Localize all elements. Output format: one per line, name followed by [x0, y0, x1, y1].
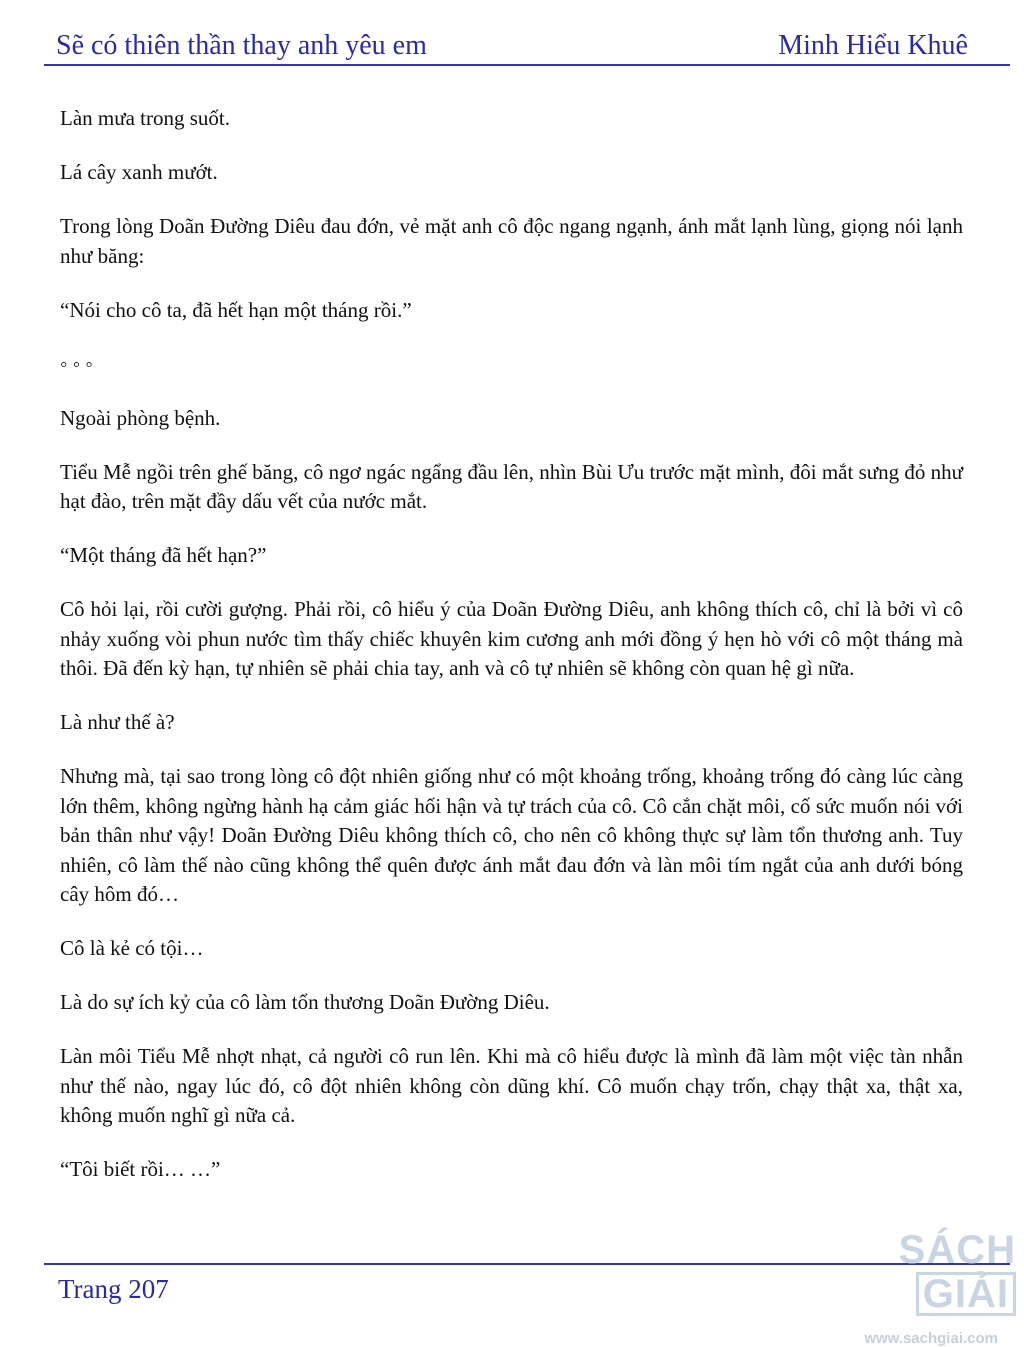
watermark [816, 1228, 1016, 1347]
paragraph: Trong lòng Doãn Đường Diêu đau đớn, vẻ mặt anh cô độc ngang ngạnh, ánh mắt lạnh lùng, giọng nói lạnh như băng: [60, 214, 963, 268]
book-author: Minh Hiểu Khuê [778, 30, 968, 61]
paragraph: Là như thế à? [60, 710, 175, 734]
watermark-url: www.sachgiai.com [864, 1330, 998, 1347]
paragraph: Nhưng mà, tại sao trong lòng cô đột nhiên giống như có một khoảng trống, khoảng trống đó càng lúc càng lớn thêm, không ngừng hành hạ cảm giác hối hận và tự trách của cô. Cô cắn chặt môi, cố sức muốn nói với bản thân như vậy! Doãn Đường Diêu không thích cô, cho nên cô không thực sự làm tổn thương anh. Tuy nhiên, cô làm thế nào cũng không thể quên được ánh mắt đau đớn và làn môi tím ngắt của anh dưới bóng cây hôm đó… [60, 764, 963, 906]
paragraph: “Tôi biết rồi… …” [60, 1157, 221, 1181]
paragraph: Ngoài phòng bệnh. [60, 405, 221, 430]
paragraph: Cô là kẻ có tội… [60, 936, 204, 960]
paragraph: Tiểu Mễ ngồi trên ghế băng, cô ngơ ngác ngẩng đầu lên, nhìn Bùi Ưu trước mặt mình, đôi mắt sưng đỏ như hạt đào, trên mặt đầy dấu vết của nước mắt. [60, 459, 963, 513]
page-number: Trang 207 [58, 1274, 169, 1304]
header-divider [44, 64, 1010, 66]
watermark-logo-left: SÁCH [898, 1228, 1016, 1272]
page-header [56, 22, 968, 62]
paragraph: Cô hỏi lại, rồi cười gượng. Phải rồi, cô hiểu ý của Doãn Đường Diêu, anh không thích cô, chỉ là bởi vì cô nhảy xuống vòi phun nước tìm thấy chiếc khuyên kim cương anh mới đồng ý hẹn hò với cô một tháng mà thôi. Đã đến kỳ hạn, tự nhiên sẽ phải chia tay, anh và cô tự nhiên sẽ không còn quan hệ gì nữa. [60, 597, 963, 680]
paragraph: “Nói cho cô ta, đã hết hạn một tháng rồi.” [60, 297, 412, 322]
paragraph: Làn mưa trong suốt. [60, 106, 231, 130]
watermark-logo-right: GIẢI [916, 1272, 1016, 1316]
paragraph: Lá cây xanh mướt. [60, 160, 218, 184]
page-body [60, 104, 963, 1209]
paragraph: Làn môi Tiểu Mễ nhợt nhạt, cả người cô run lên. Khi mà cô hiểu được là mình đã làm một việc tàn nhẫn như thế nào, ngay lúc đó, cô đột nhiên không còn dũng khí. Cô muốn chạy trốn, chạy thật xa, thật xa, không muốn nghĩ gì nữa cả. [60, 1044, 963, 1127]
watermark-logo [816, 1228, 1016, 1316]
paragraph: Là do sự ích kỷ của cô làm tổn thương Doãn Đường Diêu. [60, 990, 550, 1014]
book-title: Sẽ có thiên thần thay anh yêu em [56, 30, 427, 61]
scene-break: ◦ ◦ ◦ [60, 351, 93, 376]
paragraph: “Một tháng đã hết hạn?” [60, 543, 267, 567]
